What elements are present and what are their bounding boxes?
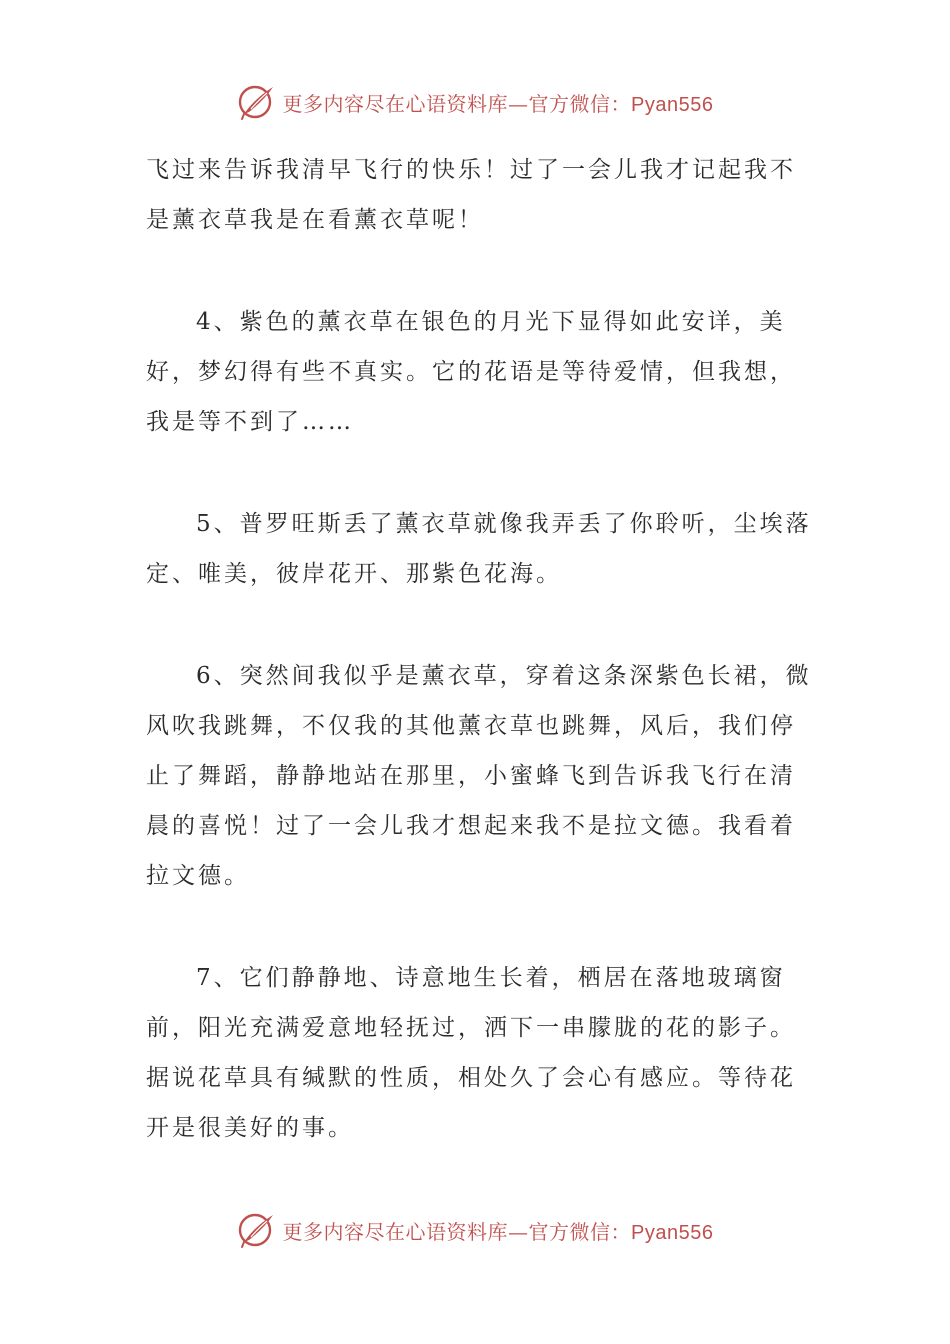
paragraph-item-7: 7、它们静静地、诗意地生长着，栖居在落地玻璃窗前，阳光充满爱意地轻抚过，洒下一串朦胧的花的影子。据说花草具有缄默的性质，相处久了会心有感应。等待花开是很美好的事。 <box>146 965 796 1141</box>
footer-banner <box>0 1208 950 1252</box>
quill-pen-logo-icon <box>237 82 277 122</box>
paragraph-continuation: 飞过来告诉我清早飞行的快乐！过了一会儿我才记起我不是薰衣草我是在看薰衣草呢！ <box>146 157 796 233</box>
quill-pen-logo-icon <box>237 1210 277 1250</box>
paragraph-item-4: 4、紫色的薰衣草在银色的月光下显得如此安详，美好，梦幻得有些不真实。它的花语是等待爱情，但我想，我是等不到了…… <box>146 309 796 435</box>
paragraph-item-5: 5、普罗旺斯丢了薰衣草就像我弄丢了你聆听，尘埃落定、唯美，彼岸花开、那紫色花海。 <box>146 511 812 587</box>
footer-wechat-id: Pyan556 <box>631 1221 714 1244</box>
header-banner-label: 更多内容尽在心语资料库—官方微信： <box>282 91 632 116</box>
document-body <box>146 145 818 1153</box>
footer-banner-label: 更多内容尽在心语资料库—官方微信： <box>282 1219 632 1244</box>
header-wechat-id: Pyan556 <box>631 93 714 116</box>
footer-banner-text <box>283 1216 714 1245</box>
header-banner <box>0 80 950 124</box>
header-banner-text <box>283 88 714 117</box>
paragraph-item-6: 6、突然间我似乎是薰衣草，穿着这条深紫色长裙，微风吹我跳舞，不仅我的其他薰衣草也跳舞，风后，我们停止了舞蹈，静静地站在那里，小蜜蜂飞到告诉我飞行在清晨的喜悦！过了一会儿我才想起来我不是拉文德。我看着拉文德。 <box>146 663 812 889</box>
